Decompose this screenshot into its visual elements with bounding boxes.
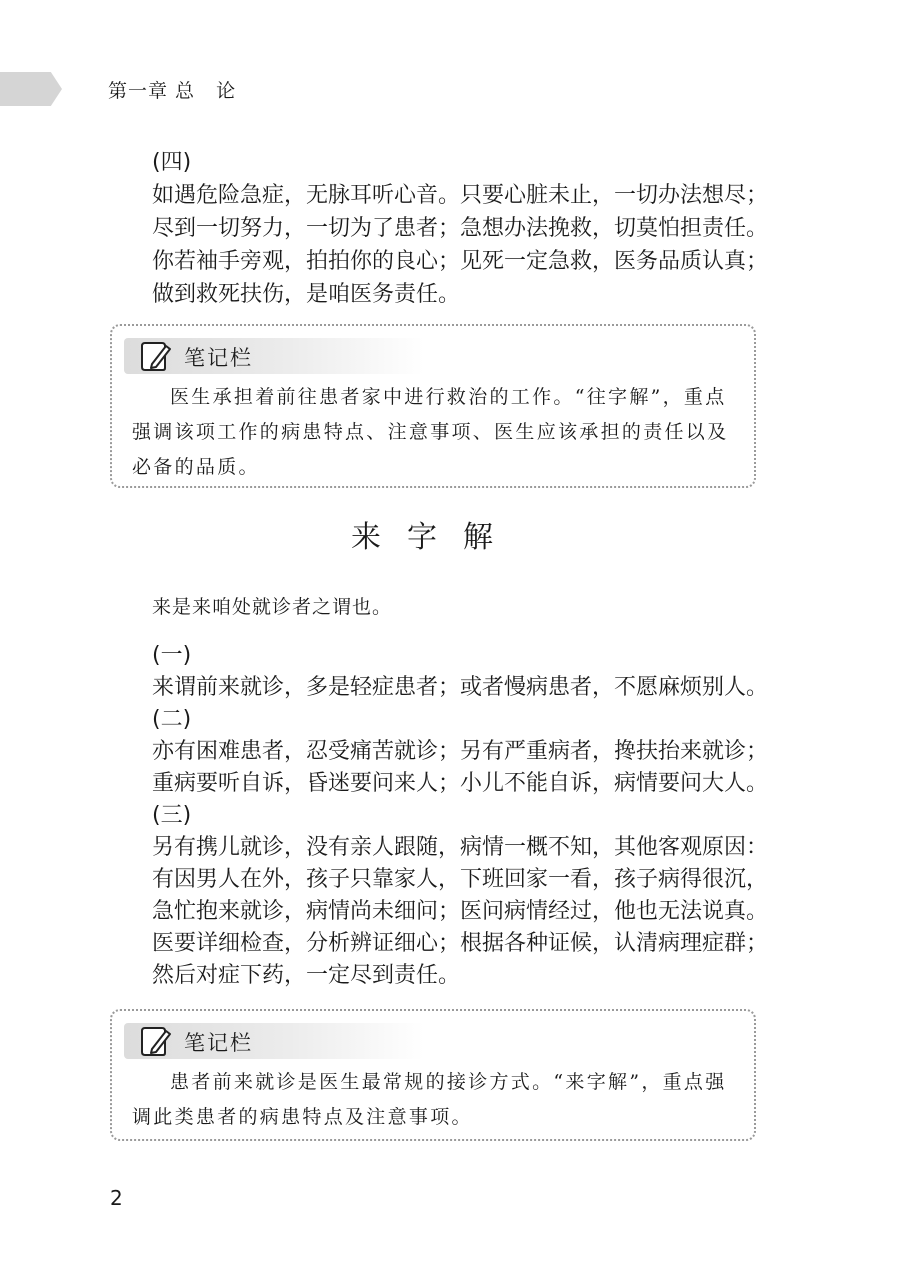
verse-line: 做到救死扶伤，是咱医务责任。 xyxy=(152,282,461,307)
note-title: 笔记栏 xyxy=(184,1031,253,1055)
section-label: (一) xyxy=(152,643,192,668)
note-box xyxy=(110,324,756,488)
verse-line: 重病要听自诉，昏迷要问来人；小儿不能自诉，病情要问大人。 xyxy=(152,771,769,796)
section-label: (三) xyxy=(152,803,192,828)
verse-line: 如遇危险急症，无脉耳听心音。只要心脏未止，一切办法想尽； xyxy=(152,183,769,208)
pencil-note-icon xyxy=(138,340,172,376)
note-box xyxy=(110,1009,756,1141)
note-header xyxy=(124,1023,424,1059)
verse-line: 尽到一切努力，一切为了患者；急想办法挽救，切莫怕担责任。 xyxy=(152,216,769,241)
section-label: (二) xyxy=(152,707,192,732)
verse-line: 你若袖手旁观，拍拍你的良心；见死一定急救，医务品质认真； xyxy=(152,249,769,274)
verse-line: 然后对症下药，一定尽到责任。 xyxy=(152,963,461,988)
verse-line: 急忙抱来就诊，病情尚未细问；医问病情经过，他也无法说真。 xyxy=(152,899,769,924)
verse-line: 有因男人在外，孩子只靠家人，下班回家一看，孩子病得很沉， xyxy=(152,867,769,892)
chapter-tab-marker xyxy=(0,72,62,106)
verse-line: 医要详细检查，分析辨证细心；根据各种证候，认清病理症群； xyxy=(152,931,769,956)
section-intro: 来是来咱处就诊者之谓也。 xyxy=(152,596,393,618)
verse-line: 来谓前来就诊，多是轻症患者；或者慢病患者，不愿麻烦别人。 xyxy=(152,675,769,700)
page-number: 2 xyxy=(110,1186,123,1210)
section-label: (四) xyxy=(152,150,192,175)
verse-line: 另有携儿就诊，没有亲人跟随，病情一概不知，其他客观原因： xyxy=(152,835,769,860)
section-title: 来字解 xyxy=(351,520,519,555)
pencil-note-icon xyxy=(138,1025,172,1061)
note-text: 医生承担着前往患者家中进行救治的工作。“往字解”，重点强调该项工作的病患特点、注意事项、医生应该承担的责任以及必备的品质。 xyxy=(132,386,729,478)
chapter-header: 第一章 总 论 xyxy=(108,80,237,102)
note-header xyxy=(124,338,424,374)
note-title: 笔记栏 xyxy=(184,346,253,370)
verse-line: 亦有困难患者，忍受痛苦就诊；另有严重病者，搀扶抬来就诊； xyxy=(152,739,769,764)
note-text: 患者前来就诊是医生最常规的接诊方式。“来字解”，重点强调此类患者的病患特点及注意事项。 xyxy=(132,1071,727,1128)
